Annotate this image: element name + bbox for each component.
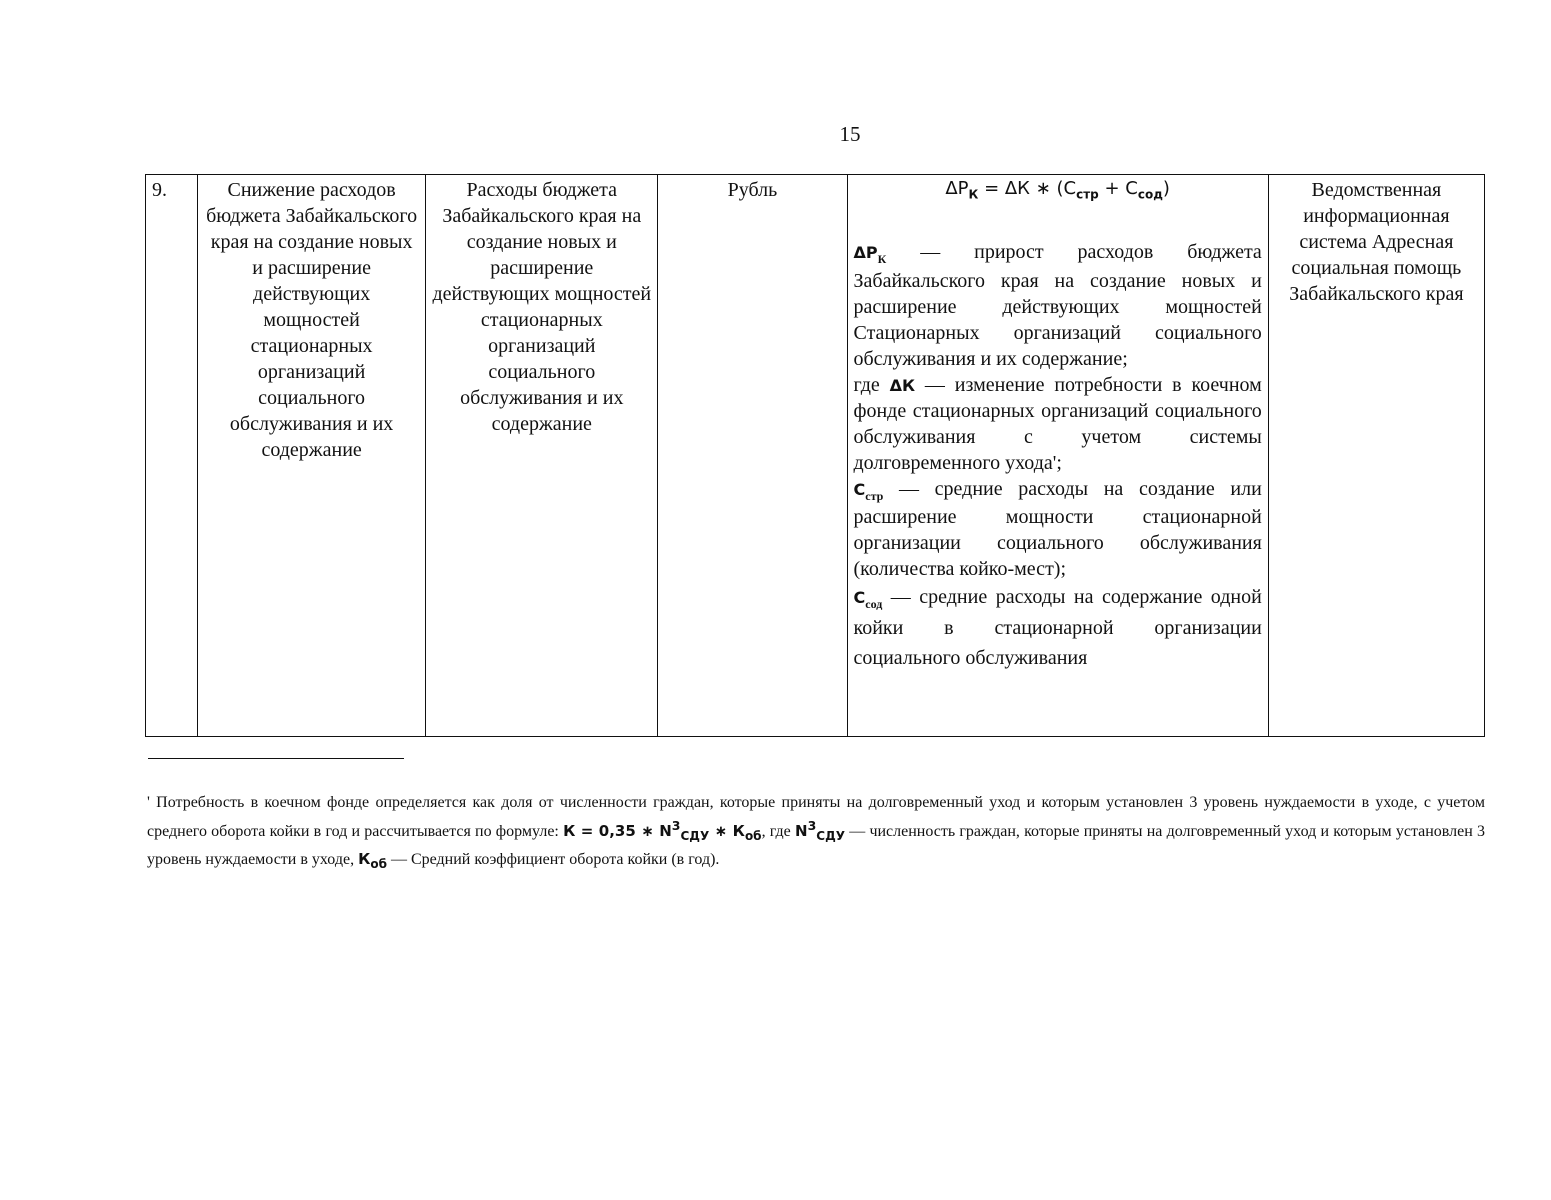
footnote-k-symbol	[358, 850, 387, 872]
def-symbol: ΔР	[853, 243, 878, 263]
page-number: 15	[839, 122, 861, 146]
formula-term2-sub: сод	[1137, 187, 1163, 202]
formula-lhs-sub: К	[968, 187, 979, 202]
footnote-formula	[563, 818, 762, 844]
footnote-text: Потребность в коечном фонде определяется как доля от численности граждан, которые приняты на долговременный уход и которым установлен 3 уровень нуждаемости в уходе, с учетом среднего оборота койки в год и рассчитывается по формуле:	[147, 794, 1485, 841]
formula-eq: = ΔК ∗ (С	[978, 178, 1077, 199]
def-text: — средние расходы на создание или расширение мощности стационарной организации социального обслуживания (количества койко-мест);	[853, 477, 1262, 581]
formula-k-sub: об	[744, 829, 762, 844]
k-sub: об	[370, 857, 387, 872]
formula-plus: + С	[1098, 178, 1138, 199]
def-symbol: С	[853, 588, 866, 608]
def-text: — средние расходы на содержание одной койки в стационарной организации социального обслуживания	[853, 586, 1262, 670]
formula-lhs: ΔР	[945, 178, 969, 199]
def-symbol: ΔК	[889, 375, 916, 395]
formula-sub: СДУ	[680, 829, 710, 844]
footnote-text: — численность граждан, которые приняты на долговременный уход и которым установлен 3 уровень нуждаемости в уходе,	[147, 823, 1486, 869]
data-source: Ведомственная информационная система Адресная социальная помощь Забайкальского края	[1268, 175, 1484, 737]
unit-of-measure: Рубль	[658, 175, 847, 737]
def-text: — изменение потребности в коечном фонде стационарных организаций социального обслуживания с учетом системы долговременного ухода';	[853, 373, 1262, 474]
indicator-table	[145, 174, 1485, 737]
n-sub: СДУ	[816, 829, 846, 844]
definition-delta-k	[854, 372, 1262, 476]
footnote-separator	[148, 758, 404, 759]
footnote-text: — Средний коэффициент оборота койки (в год).	[386, 851, 720, 869]
formula-sup: 3	[671, 818, 681, 834]
definition-c-str	[854, 476, 1262, 583]
calculation-method	[847, 175, 1268, 737]
definition-delta-p	[854, 239, 1262, 372]
k-symbol: К	[358, 850, 371, 869]
n-symbol: N	[795, 822, 808, 841]
formula-text: К = 0,35 ∗ N	[563, 822, 672, 841]
main-formula	[854, 177, 1262, 203]
footnote-n-symbol	[795, 818, 846, 844]
footnote-text: , где	[761, 823, 795, 841]
budget-description: Расходы бюджета Забайкальского края на создание новых и расширение действующих мощностей стационарных организаций социального обслуживания и их содержание	[426, 175, 658, 737]
def-symbol: С	[853, 479, 866, 499]
indicator-name: Снижение расходов бюджета Забайкальского края на создание новых и расширение действующих мощностей стационарных организаций социального обслуживания и их содержание	[198, 175, 426, 737]
footnote	[147, 790, 1485, 875]
row-number: 9.	[146, 175, 198, 737]
def-sub: стр	[865, 488, 884, 503]
def-prefix: где	[853, 373, 890, 396]
definition-c-sod	[854, 582, 1262, 673]
def-text: — прирост расходов бюджета Забайкальского края на создание новых и расширение действующих мощностей Стационарных организаций социального обслуживания и их содержание;	[853, 241, 1262, 370]
n-sup: 3	[807, 818, 817, 834]
formula-term1-sub: стр	[1076, 187, 1099, 202]
def-sub: К	[877, 252, 887, 267]
formula-close: )	[1162, 178, 1170, 199]
formula-times: ∗ К	[709, 822, 745, 841]
def-sub: сод	[865, 597, 883, 612]
footnote-mark: '	[147, 794, 150, 811]
table-row	[146, 175, 1485, 737]
